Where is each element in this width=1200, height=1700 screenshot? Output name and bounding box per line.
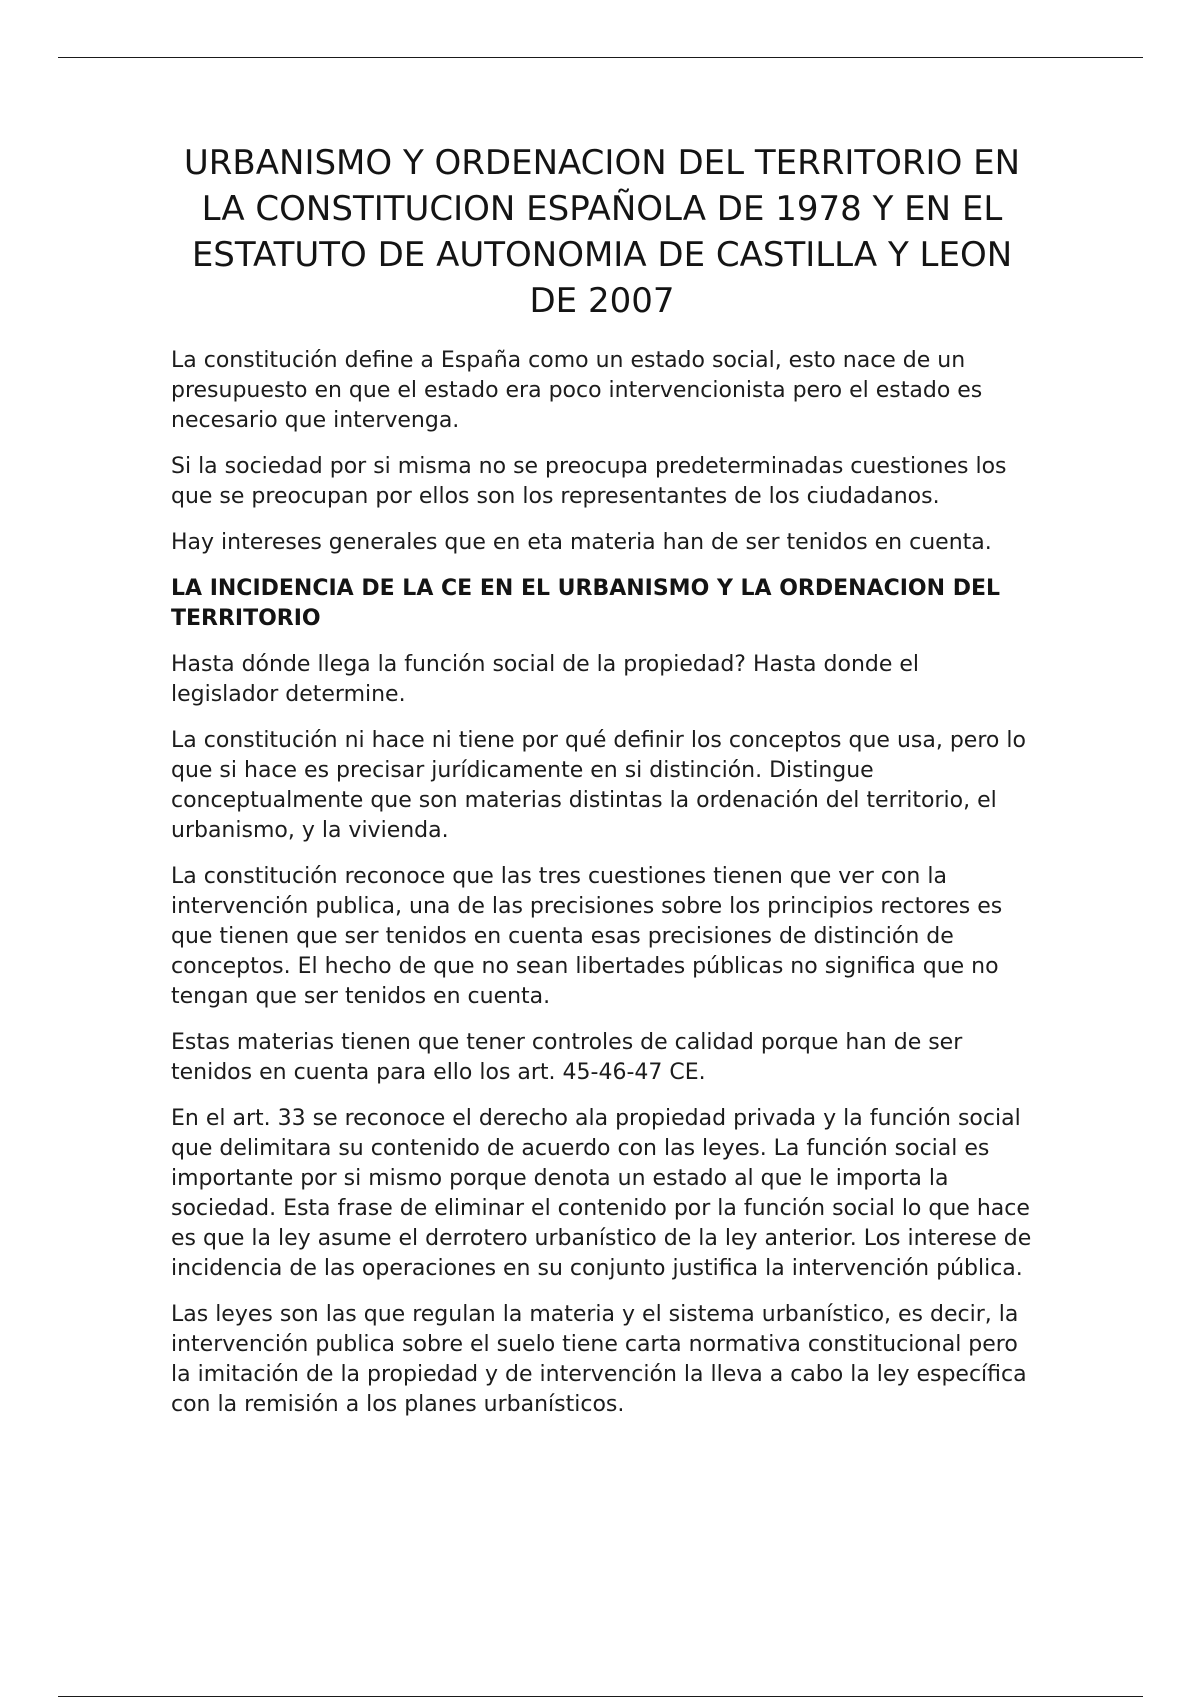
section-paragraph-6: Las leyes son las que regulan la materia y el sistema urbanístico, es decir, la intervención publica sobre el suelo tiene carta normativa constitucional pero la imitación de la propiedad y de intervención la lleva a cabo la ley específica con la remisión a los planes urbanísticos. (171, 1302, 1027, 1417)
intro-paragraph-1: La constitución define a España como un estado social, esto nace de un presupuesto en que el estado era poco intervencionista pero el estado es necesario que intervenga. (171, 348, 983, 433)
section-heading: LA INCIDENCIA DE LA CE EN EL URBANISMO Y LA ORDENACION DEL TERRITORIO (171, 576, 1001, 631)
intro-paragraph-3: Hay intereses generales que en eta materia han de ser tenidos en cuenta. (171, 530, 992, 555)
section-paragraph-3: La constitución reconoce que las tres cuestiones tienen que ver con la intervención publica, una de las precisiones sobre los principios rectores es que tienen que ser tenidos en cuenta esas precisiones de distinción de conceptos. El hecho de que no sean libertades públicas no significa que no tengan que ser tenidos en cuenta. (171, 864, 1003, 1009)
footer-rule (58, 1696, 1143, 1697)
document-title: URBANISMO Y ORDENACION DEL TERRITORIO EN LA CONSTITUCION ESPAÑOLA DE 1978 Y EN EL ESTATUTO DE AUTONOMIA DE CASTILLA Y LEON DE 2007 (183, 143, 1021, 321)
page-content (171, 140, 1033, 1436)
section-paragraph-2: La constitución ni hace ni tiene por qué definir los conceptos que usa, pero lo que si hace es precisar jurídicamente en si distinción. Distingue conceptualmente que son materias distintas la ordenación del territorio, el urbanismo, y la vivienda. (171, 728, 1026, 843)
header-rule (58, 57, 1143, 58)
section-paragraph-5: En el art. 33 se reconoce el derecho ala propiedad privada y la función social que delimitara su contenido de acuerdo con las leyes. La función social es importante por si mismo porque denota un estado al que le importa la sociedad. Esta frase de eliminar el contenido por la función social lo que hace es que la ley asume el derrotero urbanístico de la ley anterior. Los interese de incidencia de las operaciones en su conjunto justifica la intervención pública. (171, 1106, 1032, 1281)
section-paragraph-4: Estas materias tienen que tener controles de calidad porque han de ser tenidos en cuenta para ello los art. 45-46-47 CE. (171, 1030, 963, 1085)
section-paragraph-1: Hasta dónde llega la función social de la propiedad? Hasta donde el legislador determine. (171, 652, 920, 707)
intro-paragraph-2: Si la sociedad por si misma no se preocupa predeterminadas cuestiones los que se preocupan por ellos son los representantes de los ciudadanos. (171, 454, 1007, 509)
